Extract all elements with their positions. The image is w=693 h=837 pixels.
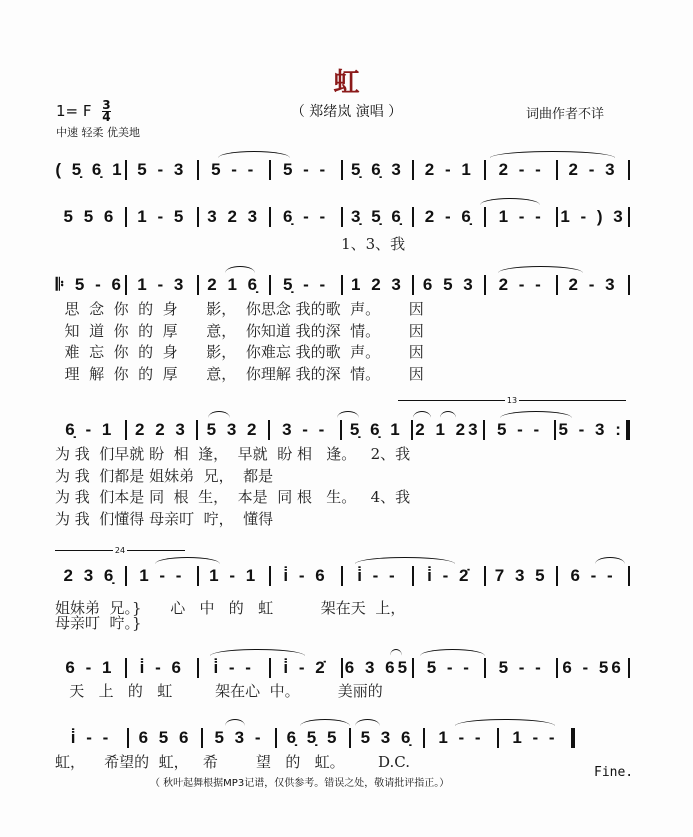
measure: 6 - 1 bbox=[65, 658, 115, 677]
measure: 6 - 56 bbox=[562, 658, 624, 677]
notation-system bbox=[55, 273, 630, 297]
measure: 2 - - bbox=[498, 275, 544, 294]
measure: 𝄆 5 - 6 bbox=[55, 275, 124, 294]
measure: 2 - 1 bbox=[424, 160, 474, 179]
slur-mark bbox=[500, 411, 572, 418]
measure: 7 3 5 bbox=[494, 566, 548, 585]
measure: 5 3 - bbox=[214, 728, 264, 747]
slur-mark bbox=[413, 411, 431, 418]
barline bbox=[628, 207, 630, 227]
volta-bracket bbox=[398, 396, 626, 405]
measure: 6 3 65 bbox=[344, 658, 411, 677]
measure: 2 1 23 bbox=[415, 420, 481, 439]
lyric-line: 母亲叮 咛。} bbox=[55, 614, 142, 632]
measure: 2 - 3 bbox=[568, 160, 618, 179]
measure: 5 - - bbox=[282, 160, 329, 179]
measure: 1 - - bbox=[438, 728, 484, 747]
slur-mark bbox=[498, 266, 583, 273]
barline bbox=[571, 728, 575, 748]
measure: 5 5 6 bbox=[63, 207, 117, 226]
lyric-line: 知 道 你 的 厚 意， 你知道 我的深 情。 因 bbox=[55, 321, 424, 340]
lyric-line: 理 解 你 的 厚 意， 你理解 我的深 情。 因 bbox=[55, 364, 424, 383]
measure: 6 5 3 bbox=[422, 275, 476, 294]
slur-mark bbox=[210, 649, 305, 656]
measure: 1 - 5 bbox=[137, 207, 187, 226]
measure: 2 3 6̣ bbox=[63, 566, 117, 585]
measure: 1 - 1 bbox=[209, 566, 259, 585]
slur-mark bbox=[208, 411, 230, 418]
volta-label: 24 bbox=[114, 546, 126, 555]
lyric-line: 为 我 们都是 姐妹弟 兄， 都是 bbox=[55, 466, 274, 485]
lyric-line: 为 我 们早就 盼 相 逢， 早就 盼 相 逢。 2、我 bbox=[55, 445, 411, 463]
volta-label: 13 bbox=[506, 396, 518, 405]
measure: 6̣ - 1 bbox=[65, 420, 115, 439]
lyric-line: 为 我 们本是 同 根 生， 本是 同 根 生。 4、我 bbox=[55, 488, 411, 506]
slur-mark bbox=[355, 719, 380, 726]
slur-mark bbox=[225, 266, 255, 273]
measure: 6̣ - - bbox=[282, 207, 329, 226]
slur-mark bbox=[455, 719, 555, 726]
measure: 3 2 3 bbox=[207, 207, 261, 226]
notation-system bbox=[55, 158, 630, 182]
slur-mark bbox=[480, 198, 540, 205]
measure: 6 5 6 bbox=[138, 728, 192, 747]
slur-mark bbox=[490, 151, 615, 158]
measure: 1 - - bbox=[512, 728, 558, 747]
notation-system bbox=[55, 656, 630, 680]
slur-mark bbox=[440, 411, 456, 418]
measure: 5 - - bbox=[498, 658, 544, 677]
singer: （ 郑绪岚 演唱 ） bbox=[290, 104, 403, 120]
measure: i̇ - - bbox=[70, 728, 112, 747]
measure: 1 - - bbox=[498, 207, 544, 226]
measure: i̇ - - bbox=[213, 658, 254, 677]
slur-mark bbox=[225, 719, 245, 726]
measure: 2 1 6̣ bbox=[207, 275, 261, 294]
notation-system bbox=[55, 205, 630, 229]
slur-mark bbox=[420, 649, 485, 656]
measure: 3̣ 5̣ 6̣ bbox=[351, 207, 404, 226]
measure: 6̣ 5̣ 5 bbox=[286, 728, 340, 747]
measure: 6 - - bbox=[570, 566, 616, 585]
measure: ( 5̣ 6̣ 1 bbox=[55, 160, 125, 179]
barline bbox=[628, 566, 630, 586]
measure: 5 - - bbox=[211, 160, 257, 179]
measure: i̇ - 6 bbox=[283, 566, 328, 585]
barline bbox=[626, 420, 630, 440]
notation-system bbox=[55, 564, 630, 588]
slur-mark bbox=[595, 557, 625, 564]
measure: 5̣ 6̣ 3 bbox=[351, 160, 404, 179]
song-title: 虹 bbox=[333, 68, 360, 98]
measure: i̇ - 2̇ bbox=[427, 566, 472, 585]
measure: 5 3 2 bbox=[206, 420, 260, 439]
measure: 2 2 3 bbox=[135, 420, 188, 439]
measure: 1 2 3 bbox=[351, 275, 404, 294]
measure: 5̣ 6̣ 1 bbox=[349, 420, 403, 439]
lyric-line: 天 上 的 虹 架在心 中。 美丽的 bbox=[55, 682, 383, 700]
barline bbox=[628, 658, 630, 678]
slur-mark bbox=[390, 649, 402, 656]
notation-system bbox=[55, 726, 575, 750]
measure: i̇ - 6 bbox=[139, 658, 184, 677]
measure: 5 - - bbox=[426, 658, 472, 677]
measure: i̇ - - bbox=[357, 566, 398, 585]
tempo-marking: 中速 轻柔 优美地 bbox=[56, 126, 140, 139]
measure: i̇ - 2̇ bbox=[283, 658, 328, 677]
lyric-line: 思 念 你 的 身 影， 你思念 我的歌 声。 因 bbox=[55, 300, 424, 318]
lyric-line: 虹， 希望的 虹， 希 望 的 虹。 D.C. bbox=[55, 753, 411, 771]
barline bbox=[628, 160, 630, 180]
slur-mark bbox=[337, 411, 359, 418]
slur-mark bbox=[300, 719, 350, 726]
barline bbox=[628, 275, 630, 295]
time-signature: $\frac{3}{4}$ bbox=[102, 98, 111, 124]
measure: 1 - ) 3 bbox=[560, 207, 626, 226]
measure: 2 - - bbox=[498, 160, 544, 179]
measure: 5̣ - - bbox=[282, 275, 329, 294]
notation-system bbox=[55, 418, 630, 442]
key: 1= F bbox=[56, 102, 92, 120]
lyric-line: 1、3、我 bbox=[55, 235, 406, 253]
measure: 3 - - bbox=[282, 420, 328, 439]
slur-mark bbox=[218, 151, 290, 158]
volta-bracket bbox=[55, 546, 185, 555]
footer-note: （ 秋叶起舞根据MP3记谱，仅供参考。错误之处，敬请批评指正。） bbox=[150, 778, 450, 789]
slur-mark bbox=[355, 557, 455, 564]
measure: 1 - 3 bbox=[137, 275, 187, 294]
measure: 2 - 3 bbox=[568, 275, 618, 294]
lyric-line: 为 我 们懂得 母亲叮 咛， 懂得 bbox=[55, 509, 274, 528]
measure: 5 - 3 bbox=[137, 160, 187, 179]
measure: 5 - - bbox=[496, 420, 543, 439]
measure: 5 - 3 : bbox=[558, 420, 624, 439]
measure: 2 - 6̣ bbox=[424, 207, 474, 226]
lyric-line: 姐妹弟 兄。} 心 中 的 虹 架在天 上， bbox=[55, 599, 406, 617]
lyric-line: 难 忘 你 的 身 影， 你难忘 我的歌 声。 因 bbox=[55, 343, 424, 361]
measure: 5 3 6̣ bbox=[360, 728, 414, 747]
credit: 词曲作者不详 bbox=[526, 107, 605, 122]
slur-mark bbox=[155, 557, 220, 564]
measure: 1 - - bbox=[139, 566, 185, 585]
fine-marking: Fine. bbox=[594, 765, 634, 780]
